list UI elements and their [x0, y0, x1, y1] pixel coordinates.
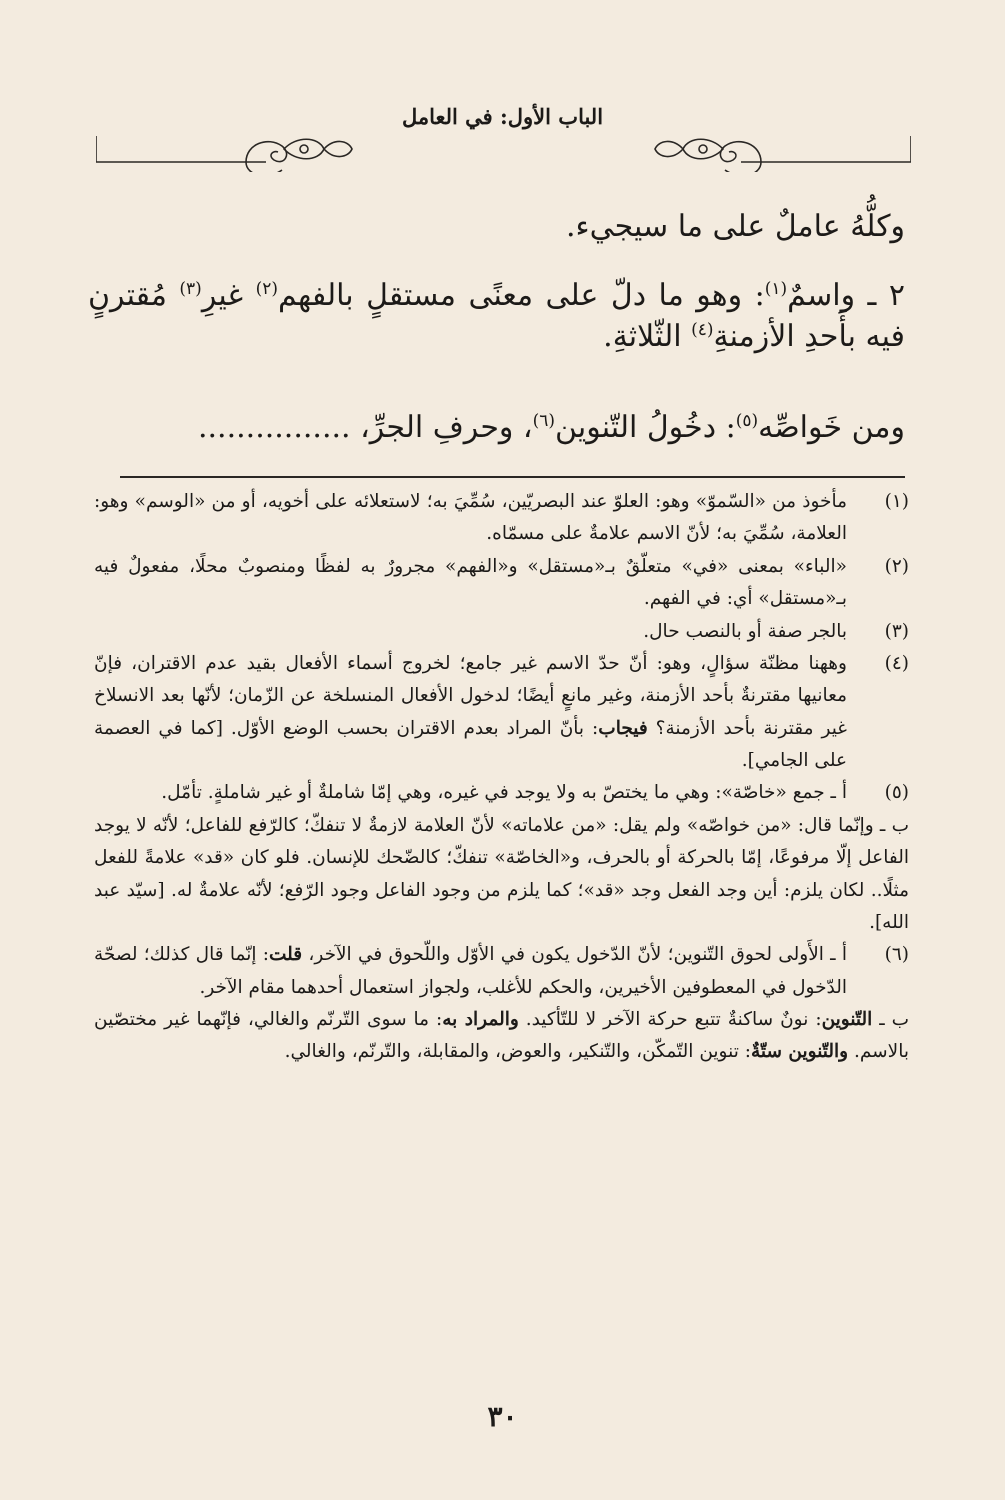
sub-text-d: : تنوين التّمكّن، والتّنكير، والعوض، والمقابلة، والتّرنّم، والغالي.	[284, 1041, 751, 1063]
footnote-1	[94, 486, 909, 551]
footnote-text-a: وههنا مظنّة سؤالٍ، وهو: أنّ حدّ الاسم غير جامع؛ لخروج أسماء الأفعال بقيد عدم الاقتران، فإنّ معانيها مقترنةٌ بأحد الأزمنة، وغير مانعٍ أيضًا؛ لدخول الأفعال المنسلخة عن الزّمان؛ لأنّها بعد الانسلاخ غير مقترنة بأحد الأزمنة؟	[94, 652, 847, 739]
footnote-text-b: : إنّما قال كذلك؛ لصحّة الدّخول في المعطوفين الأخيرين، والحكم للأغلب، ولجواز استعمال أحدهما مقام الآخر.	[94, 944, 847, 998]
ism-definition-d: الثّلاثةِ.	[603, 318, 692, 354]
main-paragraph-ism	[88, 276, 905, 357]
footnote-number: (٣)	[884, 620, 909, 642]
footnote-text: مأخوذ من «السّموّ» وهو: العلوّ عند البصريّين، سُمِّيَ به؛ لاستعلائه على أخويه، أو من «الوسم» وهو: العلامة، سُمِّيَ به؛ لأنّ الاسم علامةٌ على مسمّاه.	[94, 491, 847, 545]
footnotes	[94, 486, 909, 1069]
footnote-bold-term: فيجاب	[598, 717, 648, 739]
footnote-text: «الباء» بمعنى «في» متعلّقٌ بـ«مستقل» و«الفهم» مجرورٌ به لفظًا ومنصوبٌ محلًا، مفعولٌ فيه بـ«مستقل» أي: في الفهم.	[94, 555, 847, 610]
ism-definition-c: مُقترنٍ فيه بأَحدِ الأزمنةِ	[88, 278, 905, 354]
header-ornament	[96, 126, 911, 172]
footnote-text	[94, 648, 847, 778]
sub-bold-2: والمراد به	[442, 1009, 519, 1030]
footnote-ref-2[interactable]: (٢)	[255, 279, 279, 299]
properties-c: ، وحرفِ الجرِّ،	[350, 410, 533, 445]
sub-prefix: ب ـ	[872, 1009, 909, 1030]
sub-text-b: : نونٌ ساكنةٌ تتبع حركة الآخر لا للتّأكيد.	[518, 1009, 822, 1030]
footnote-text-a: أ ـ الأَولى لحوق التّنوين؛ لأنّ الدّخول يكون في الأوّل واللّحوق في الآخر،	[302, 944, 847, 966]
ism-definition-a: : وهو ما دلّ على معنًى مستقلٍ بالفهم	[278, 278, 765, 313]
footnote-subpoint	[94, 1004, 909, 1069]
footnote-2	[94, 551, 909, 616]
footnote-3	[94, 616, 909, 648]
footnote-text-b: : بأنّ المراد بعدم الاقتران بحسب الوضع الأوّل. [كما في العصمة على الجامي].	[94, 717, 847, 771]
ism-heading: ٢ ـ واسمٌ	[787, 278, 905, 313]
footnote-number: (٤)	[884, 652, 909, 674]
continuation-dots: ................	[197, 410, 351, 445]
footnote-6	[94, 939, 909, 1069]
footnote-ref-3[interactable]: (٣)	[179, 279, 202, 299]
footnote-ref-6[interactable]: (٦)	[532, 411, 556, 431]
sub-bold-3: والتّنوين ستّةٌ	[750, 1041, 849, 1063]
footnote-number: (٦)	[884, 944, 909, 966]
ism-definition-b: غيرِ	[201, 278, 256, 313]
footnote-text: أ ـ جمع «خاصّة»: وهي ما يختصّ به ولا يوجد في غيره، وهي إمّا شاملةٌ أو غير شاملةٍ. تأمّل.	[161, 782, 847, 804]
sub-bold-1: التّنوين	[821, 1009, 873, 1030]
page-number: ٣٠	[487, 1400, 518, 1433]
footnote-4	[94, 648, 909, 778]
footnote-divider	[120, 476, 905, 478]
footnote-number: (٢)	[884, 555, 909, 577]
sub-text-c: : ما سوى التّرنّم والغالي، فإنّهما غير مختصّين بالاسم.	[94, 1009, 909, 1063]
properties-a: ومن خَواصِّه	[758, 410, 905, 445]
footnote-bold-term: قلت	[268, 944, 303, 966]
main-paragraph-properties	[88, 408, 905, 449]
footnote-ref-1[interactable]: (١)	[764, 279, 788, 299]
footnote-ref-4[interactable]: (٤)	[691, 319, 714, 340]
footnote-text	[94, 939, 847, 1004]
footnote-text: بالجر صفة أو بالنصب حال.	[643, 620, 847, 642]
properties-b: : دخُولُ التّنوين	[555, 410, 736, 445]
main-line-1	[88, 207, 905, 248]
footnote-ref-5[interactable]: (٥)	[735, 411, 759, 431]
footnote-number: (١)	[884, 491, 909, 512]
main-text-intro: وكلُّهُ عاملٌ على ما سيجيء.	[565, 209, 905, 244]
footnote-number: (٥)	[884, 782, 909, 804]
running-header: الباب الأول: في العامل	[401, 104, 604, 129]
footnote-5	[94, 777, 909, 939]
footnote-subpoint: ب ـ وإنّما قال: «من خواصّه» ولم يقل: «من علاماته» لأنّ العلامة لازمةٌ لا تنفكّ؛ كالرّفع للفاعل؛ لأنّه لا يوجد الفاعل إلّا مرفوعًا، إمّا بالحركة أو بالحرف، و«الخاصّة» تنفكّ؛ كالضّحك للإنسان. فلو كان «قد» علامةً للفعل مثلًا.. لكان يلزم: أين وجد الفعل وجد «قد»؛ كما يلزم من وجود الفاعل وجود الرّفع؛ لأنّه علامةٌ له. [سيّد عبد الله].	[94, 814, 909, 933]
